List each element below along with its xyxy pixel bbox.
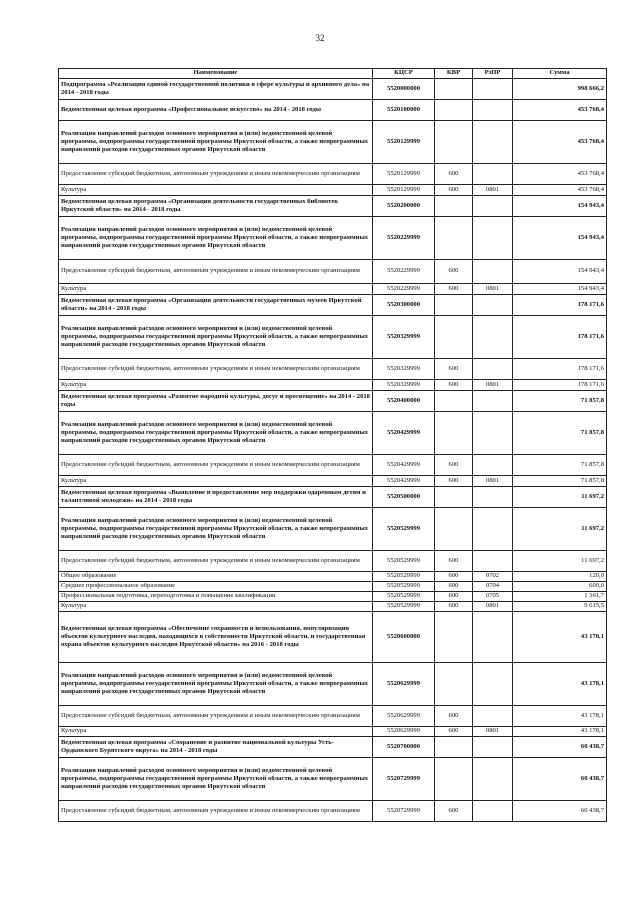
cell-kcsr: 5520300000 (373, 295, 435, 316)
cell-kcsr: 5520129999 (373, 185, 435, 196)
header-sum: Сумма (513, 69, 607, 79)
table-row (59, 295, 607, 316)
table-row (59, 359, 607, 380)
cell-name: Подпрограмма «Реализация единой государственной политики в сфере культуры и архивного дела» на 2014 - 2018 годы (59, 79, 373, 100)
cell-name: Предоставление субсидий бюджетным, автономным учреждениям и иным некоммерческим организациям (59, 706, 373, 727)
cell-kvr (435, 487, 473, 508)
cell-name: Культура (59, 284, 373, 295)
cell-rzpr (473, 121, 513, 164)
cell-kvr (435, 612, 473, 663)
cell-kvr (435, 391, 473, 412)
cell-kvr (435, 508, 473, 551)
cell-kvr: 600 (435, 727, 473, 737)
cell-sum: 71 857,8 (513, 455, 607, 476)
cell-kvr: 600 (435, 801, 473, 822)
cell-kcsr: 5520600000 (373, 612, 435, 663)
table-body (59, 79, 607, 822)
cell-sum: 453 768,4 (513, 121, 607, 164)
cell-rzpr (473, 706, 513, 727)
cell-kcsr: 5520000000 (373, 79, 435, 100)
cell-kvr (435, 412, 473, 455)
cell-name: Ведомственная целевая программа «Обеспечение сохранности и использования, популяризация объектов культурного наследия, находящихся в собственности Иркутской области, и государственная охрана объектов культурного наследия Иркутской области» на 2016 - 2018 годы (59, 612, 373, 663)
cell-kvr: 600 (435, 455, 473, 476)
table-row (59, 380, 607, 391)
cell-sum: 71 857,8 (513, 391, 607, 412)
cell-rzpr (473, 164, 513, 185)
table-header-row (59, 69, 607, 79)
cell-rzpr: 0801 (473, 476, 513, 487)
cell-name: Реализация направлений расходов основного мероприятия и (или) ведомственной целевой программы, подпрограммы государственной программы Иркутской области, а также непрограммных направлений расходов государственных органов Иркутской области (59, 663, 373, 706)
page-number: 32 (315, 33, 325, 43)
cell-name: Реализация направлений расходов основного мероприятия и (или) ведомственной целевой программы, подпрограммы государственной программы Иркутской области, а также непрограммных направлений расходов государственных органов Иркутской области (59, 412, 373, 455)
cell-kvr (435, 100, 473, 121)
cell-rzpr (473, 487, 513, 508)
cell-rzpr: 0801 (473, 727, 513, 737)
cell-sum: 11 697,2 (513, 508, 607, 551)
cell-kcsr: 5520729999 (373, 801, 435, 822)
cell-kcsr: 5520200000 (373, 196, 435, 217)
budget-table (58, 68, 607, 822)
cell-name: Среднее профессиональное образование (59, 582, 373, 592)
cell-kcsr: 5520629999 (373, 706, 435, 727)
cell-rzpr (473, 455, 513, 476)
cell-sum: 43 178,1 (513, 663, 607, 706)
cell-name: Предоставление субсидий бюджетным, автономным учреждениям и иным некоммерческим организациям (59, 455, 373, 476)
table-row (59, 100, 607, 121)
table-row (59, 391, 607, 412)
cell-name: Предоставление субсидий бюджетным, автономным учреждениям и иным некоммерческим организациям (59, 801, 373, 822)
cell-rzpr (473, 663, 513, 706)
table-row (59, 663, 607, 706)
table-row (59, 592, 607, 602)
cell-sum: 43 178,1 (513, 706, 607, 727)
cell-sum: 178 171,6 (513, 359, 607, 380)
cell-rzpr (473, 359, 513, 380)
cell-sum: 453 768,4 (513, 164, 607, 185)
cell-sum: 154 943,4 (513, 260, 607, 284)
cell-name: Реализация направлений расходов основного мероприятия и (или) ведомственной целевой программы, подпрограммы государственной программы Иркутской области, а также непрограммных направлений расходов государственных органов Иркутской области (59, 508, 373, 551)
cell-name: Предоставление субсидий бюджетным, автономным учреждениям и иным некоммерческим организациям (59, 551, 373, 572)
cell-name: Ведомственная целевая программа «Организация деятельности государственных библиотек Иркутской области» на 2014 - 2018 годы (59, 196, 373, 217)
cell-kcsr: 5520529999 (373, 592, 435, 602)
cell-kcsr: 5520329999 (373, 380, 435, 391)
table-row (59, 164, 607, 185)
table-row (59, 551, 607, 572)
cell-rzpr: 0704 (473, 582, 513, 592)
cell-name: Ведомственная целевая программа «Профессиональное искусство» на 2014 - 2018 годы (59, 100, 373, 121)
cell-sum: 998 666,2 (513, 79, 607, 100)
table-row (59, 602, 607, 612)
table-row (59, 121, 607, 164)
cell-sum: 60 438,7 (513, 737, 607, 758)
cell-sum: 453 768,4 (513, 185, 607, 196)
cell-kvr (435, 121, 473, 164)
table-row (59, 706, 607, 727)
cell-rzpr (473, 196, 513, 217)
cell-name: Реализация направлений расходов основного мероприятия и (или) ведомственной целевой программы, подпрограммы государственной программы Иркутской области, а также непрограммных направлений расходов государственных органов Иркутской области (59, 316, 373, 359)
cell-kcsr: 5520500000 (373, 487, 435, 508)
cell-kvr: 600 (435, 582, 473, 592)
cell-kcsr: 5520229999 (373, 284, 435, 295)
cell-kcsr: 5520429999 (373, 455, 435, 476)
cell-name: Ведомственная целевая программа «Выявление и предоставление мер поддержки одаренным детям и талантливой молодежи» на 2014 - 2018 годы (59, 487, 373, 508)
cell-name: Предоставление субсидий бюджетным, автономным учреждениям и иным некоммерческим организациям (59, 260, 373, 284)
header-kcsr: КЦСР (373, 69, 435, 79)
header-name: Наименование (59, 69, 373, 79)
header-rzpr: РзПР (473, 69, 513, 79)
cell-rzpr (473, 508, 513, 551)
cell-rzpr (473, 391, 513, 412)
cell-kcsr: 5520529999 (373, 582, 435, 592)
cell-kcsr: 5520129999 (373, 121, 435, 164)
cell-kvr: 600 (435, 380, 473, 391)
table-row (59, 737, 607, 758)
cell-rzpr (473, 295, 513, 316)
cell-kcsr: 5520629999 (373, 663, 435, 706)
cell-sum: 60 438,7 (513, 758, 607, 801)
table-row (59, 217, 607, 260)
cell-rzpr (473, 100, 513, 121)
cell-sum: 453 768,4 (513, 100, 607, 121)
cell-kcsr: 5520529999 (373, 508, 435, 551)
table-row (59, 196, 607, 217)
table-row (59, 612, 607, 663)
cell-kcsr: 5520129999 (373, 164, 435, 185)
cell-sum: 11 697,2 (513, 551, 607, 572)
cell-sum: 154 943,4 (513, 217, 607, 260)
cell-kcsr: 5520229999 (373, 260, 435, 284)
cell-rzpr (473, 801, 513, 822)
cell-kcsr: 5520529999 (373, 551, 435, 572)
cell-name: Реализация направлений расходов основного мероприятия и (или) ведомственной целевой программы, подпрограммы государственной программы Иркутской области, а также непрограммных направлений расходов государственных органов Иркутской области (59, 121, 373, 164)
table-row (59, 316, 607, 359)
cell-name: Предоставление субсидий бюджетным, автономным учреждениям и иным некоммерческим организациям (59, 359, 373, 380)
cell-kcsr: 5520100000 (373, 100, 435, 121)
cell-rzpr: 0801 (473, 602, 513, 612)
cell-kvr (435, 758, 473, 801)
table-row (59, 476, 607, 487)
cell-sum: 11 697,2 (513, 487, 607, 508)
cell-rzpr (473, 412, 513, 455)
cell-rzpr (473, 758, 513, 801)
cell-kvr: 600 (435, 284, 473, 295)
cell-rzpr: 0801 (473, 380, 513, 391)
cell-kcsr: 5520529999 (373, 572, 435, 582)
cell-name: Ведомственная целевая программа «Сохранение и развитие национальной культуры Усть-Ордынского Бурятского округа» на 2014 - 2018 годы (59, 737, 373, 758)
cell-kvr (435, 217, 473, 260)
cell-sum: 71 857,8 (513, 476, 607, 487)
cell-kvr (435, 663, 473, 706)
cell-kvr: 600 (435, 164, 473, 185)
cell-kcsr: 5520329999 (373, 316, 435, 359)
cell-kvr (435, 196, 473, 217)
cell-rzpr: 0801 (473, 284, 513, 295)
cell-rzpr (473, 737, 513, 758)
cell-name: Ведомственная целевая программа «Организация деятельности государственных музеев Иркутской области» на 2014 - 2018 годы (59, 295, 373, 316)
cell-sum: 43 178,1 (513, 727, 607, 737)
cell-rzpr (473, 260, 513, 284)
cell-name: Культура (59, 602, 373, 612)
cell-rzpr: 0705 (473, 592, 513, 602)
table-row (59, 284, 607, 295)
table-row (59, 79, 607, 100)
cell-kcsr: 5520729999 (373, 758, 435, 801)
cell-name: Культура (59, 476, 373, 487)
cell-kvr: 600 (435, 706, 473, 727)
cell-kcsr: 5520629999 (373, 727, 435, 737)
cell-rzpr (473, 551, 513, 572)
cell-name: Реализация направлений расходов основного мероприятия и (или) ведомственной целевой программы, подпрограммы государственной программы Иркутской области, а также непрограммных направлений расходов государственных органов Иркутской области (59, 217, 373, 260)
cell-kcsr: 5520329999 (373, 359, 435, 380)
cell-rzpr (473, 612, 513, 663)
cell-rzpr: 0801 (473, 185, 513, 196)
cell-sum: 60 438,7 (513, 801, 607, 822)
cell-kvr: 600 (435, 551, 473, 572)
cell-kvr: 600 (435, 592, 473, 602)
cell-rzpr (473, 79, 513, 100)
table-row (59, 487, 607, 508)
cell-kcsr: 5520429999 (373, 412, 435, 455)
table-row (59, 508, 607, 551)
cell-kvr (435, 295, 473, 316)
cell-sum: 1 361,7 (513, 592, 607, 602)
cell-rzpr (473, 217, 513, 260)
cell-kvr: 600 (435, 602, 473, 612)
table-row (59, 727, 607, 737)
table-row (59, 582, 607, 592)
cell-name: Культура (59, 727, 373, 737)
cell-sum: 9 615,5 (513, 602, 607, 612)
cell-kvr: 600 (435, 572, 473, 582)
table-row (59, 185, 607, 196)
table-row (59, 758, 607, 801)
table-row (59, 801, 607, 822)
cell-kcsr: 5520529999 (373, 602, 435, 612)
table-row (59, 572, 607, 582)
cell-sum: 154 943,4 (513, 284, 607, 295)
cell-sum: 120,0 (513, 572, 607, 582)
cell-kvr (435, 737, 473, 758)
cell-kcsr: 5520229999 (373, 217, 435, 260)
cell-kcsr: 5520700000 (373, 737, 435, 758)
cell-sum: 178 171,6 (513, 295, 607, 316)
cell-kvr: 600 (435, 359, 473, 380)
cell-kvr (435, 79, 473, 100)
cell-sum: 154 943,4 (513, 196, 607, 217)
cell-kvr (435, 316, 473, 359)
cell-kvr: 600 (435, 476, 473, 487)
cell-sum: 600,0 (513, 582, 607, 592)
cell-rzpr: 0702 (473, 572, 513, 582)
table-row (59, 260, 607, 284)
cell-sum: 71 857,8 (513, 412, 607, 455)
table-row (59, 412, 607, 455)
cell-name: Реализация направлений расходов основного мероприятия и (или) ведомственной целевой программы, подпрограммы государственной программы Иркутской области, а также непрограммных направлений расходов государственных органов Иркутской области (59, 758, 373, 801)
cell-name: Общее образование (59, 572, 373, 582)
cell-name: Профессиональная подготовка, переподготовка и повышение квалификации (59, 592, 373, 602)
cell-sum: 178 171,6 (513, 380, 607, 391)
cell-name: Культура (59, 185, 373, 196)
header-kvr: КВР (435, 69, 473, 79)
cell-sum: 43 178,1 (513, 612, 607, 663)
cell-kcsr: 5520400000 (373, 391, 435, 412)
cell-name: Культура (59, 380, 373, 391)
cell-rzpr (473, 316, 513, 359)
cell-name: Предоставление субсидий бюджетным, автономным учреждениям и иным некоммерческим организациям (59, 164, 373, 185)
cell-kvr: 600 (435, 260, 473, 284)
cell-kcsr: 5520429999 (373, 476, 435, 487)
cell-kvr: 600 (435, 185, 473, 196)
table-row (59, 455, 607, 476)
cell-sum: 178 171,6 (513, 316, 607, 359)
cell-name: Ведомственная целевая программа «Развитие народной культуры, досуг и просвещение» на 2014 - 2018 годы (59, 391, 373, 412)
